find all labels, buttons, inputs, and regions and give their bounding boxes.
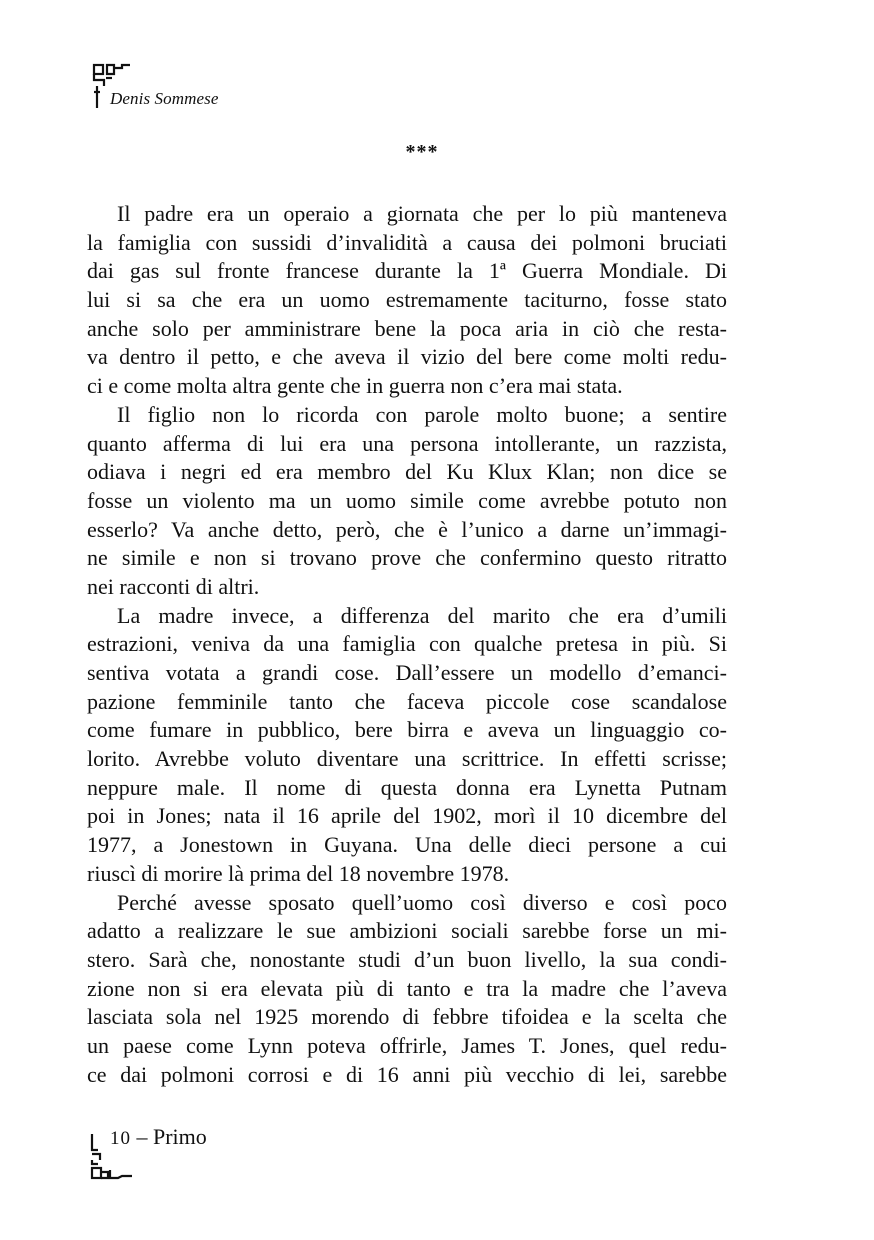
text-line: neppure male. Il nome di questa donna era Lynetta Putnam [87, 774, 727, 800]
text-line: come fumare in pubblico, bere birra e aveva un linguaggio co- [87, 717, 727, 743]
text-line: poi in Jones; nata il 16 aprile del 1902, morì il 10 dicembre del [87, 803, 727, 829]
text-line: la famiglia con sussidi d’invalidità a causa dei polmoni bruciati [87, 229, 727, 255]
text-line: anche solo per amministrare bene la poca aria in ciò che resta- [87, 315, 727, 341]
text-line: un paese come Lynn poteva offrirle, James T. Jones, quel redu- [87, 1032, 727, 1058]
text-line: esserlo? Va anche detto, però, che è l’unico a darne un’immagi- [87, 516, 727, 542]
running-header-author: Denis Sommese [110, 89, 219, 108]
section-break: *** [405, 141, 439, 163]
text-line: stero. Sarà che, nonostante studi d’un buon livello, la sua condi- [87, 946, 727, 972]
text-line: zione non si era elevata più di tanto e tra la madre che l’aveva [87, 975, 727, 1001]
body-text [87, 200, 727, 1089]
footer-section-title: Primo [153, 1124, 207, 1149]
text-line: nei racconti di altri. [87, 573, 260, 599]
text-line: fosse un violento ma un uomo simile come avrebbe potuto non [87, 487, 727, 513]
text-line: Il figlio non lo ricorda con parole molto buone; a sentire [117, 401, 727, 427]
text-line: dai gas sul fronte francese durante la 1ª Guerra Mondiale. Di [87, 258, 727, 284]
text-line: va dentro il petto, e che aveva il vizio del bere come molti redu- [87, 344, 727, 370]
text-line: ce dai polmoni corrosi e di 16 anni più vecchio di lei, sarebbe [87, 1061, 727, 1087]
text-line: ci e come molta altra gente che in guerra non c’era mai stata. [87, 373, 623, 399]
text-line: La madre invece, a differenza del marito che era d’umili [117, 602, 727, 628]
text-line: odiava i negri ed era membro del Ku Klux Klan; non dice se [87, 459, 727, 485]
text-line: sentiva votata a grandi cose. Dall’essere un modello d’emanci- [87, 660, 727, 685]
page-footer [88, 1124, 288, 1184]
text-line: 1977, a Jonestown in Guyana. Una delle dieci persone a cui [87, 832, 727, 858]
text-line: lasciata sola nel 1925 morendo di febbre tifoidea e la scelta che [87, 1004, 727, 1030]
text-line: ne simile e non si trovano prove che confermino questo ritratto [87, 545, 727, 571]
text-line: pazione femminile tanto che faceva piccole cose scandalose [87, 688, 727, 714]
text-line: quanto afferma di lui era una persona intollerante, un razzista, [87, 430, 727, 456]
text-line: adatto a realizzare le sue ambizioni sociali sarebbe forse un mi- [87, 918, 727, 944]
text-line: Il padre era un operaio a giornata che per lo più manteneva [117, 201, 727, 226]
page-number: 10 [110, 1128, 131, 1149]
text-line: estrazioni, veniva da una famiglia con qualche pretesa in più. Si [87, 631, 727, 657]
text-line: riuscì di morire là prima del 18 novembre 1978. [87, 860, 510, 886]
text-line: lorito. Avrebbe voluto diventare una scrittrice. In effetti scrisse; [87, 746, 727, 772]
footer-separator: – [131, 1124, 153, 1149]
text-line: Perché avesse sposato quell’uomo così diverso e così poco [117, 889, 727, 915]
text-line: lui si sa che era un uomo estremamente taciturno, fosse stato [87, 287, 727, 313]
page-number-label [110, 1124, 207, 1150]
